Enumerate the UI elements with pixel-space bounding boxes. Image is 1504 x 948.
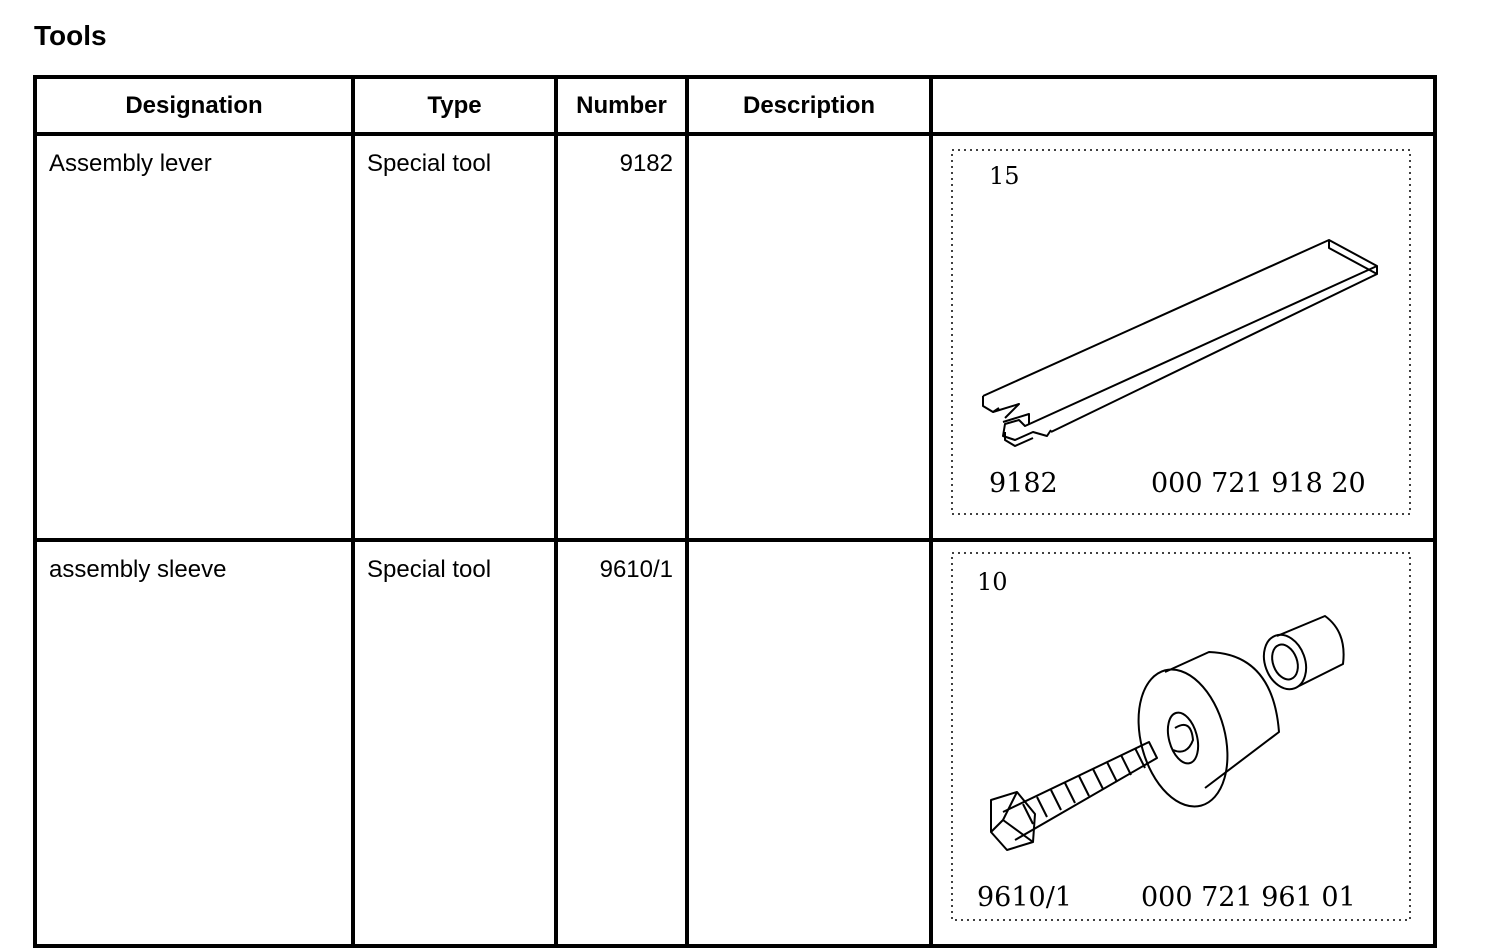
header-type: Type [353,77,556,134]
header-illustration [931,77,1435,134]
figure-part-number: 000 721 918 20 [1151,468,1366,499]
tool-figure [933,136,1433,524]
sleeve-bolt-illustration-icon [933,542,1433,930]
table-row [35,134,1435,540]
figure-tool-number: 9182 [989,468,1058,499]
figure-tool-number: 9610/1 [977,882,1072,913]
cell-illustration [931,134,1435,540]
header-description: Description [687,77,931,134]
table-row [35,540,1435,946]
cell-illustration [931,540,1435,946]
header-designation: Designation [35,77,353,134]
header-number: Number [556,77,687,134]
tools-table [33,75,1437,948]
cell-designation: assembly sleeve [35,540,353,946]
cell-type: Special tool [353,134,556,540]
lever-illustration-icon [933,136,1433,524]
table-header-row [35,77,1435,134]
tool-figure [933,542,1433,930]
cell-description [687,134,931,540]
cell-type: Special tool [353,540,556,946]
cell-number: 9182 [556,134,687,540]
figure-index: 10 [977,568,1008,596]
cell-designation: Assembly lever [35,134,353,540]
page-title: Tools [34,20,107,51]
cell-number: 9610/1 [556,540,687,946]
figure-index: 15 [989,162,1020,190]
cell-description [687,540,931,946]
figure-part-number: 000 721 961 01 [1141,882,1356,913]
